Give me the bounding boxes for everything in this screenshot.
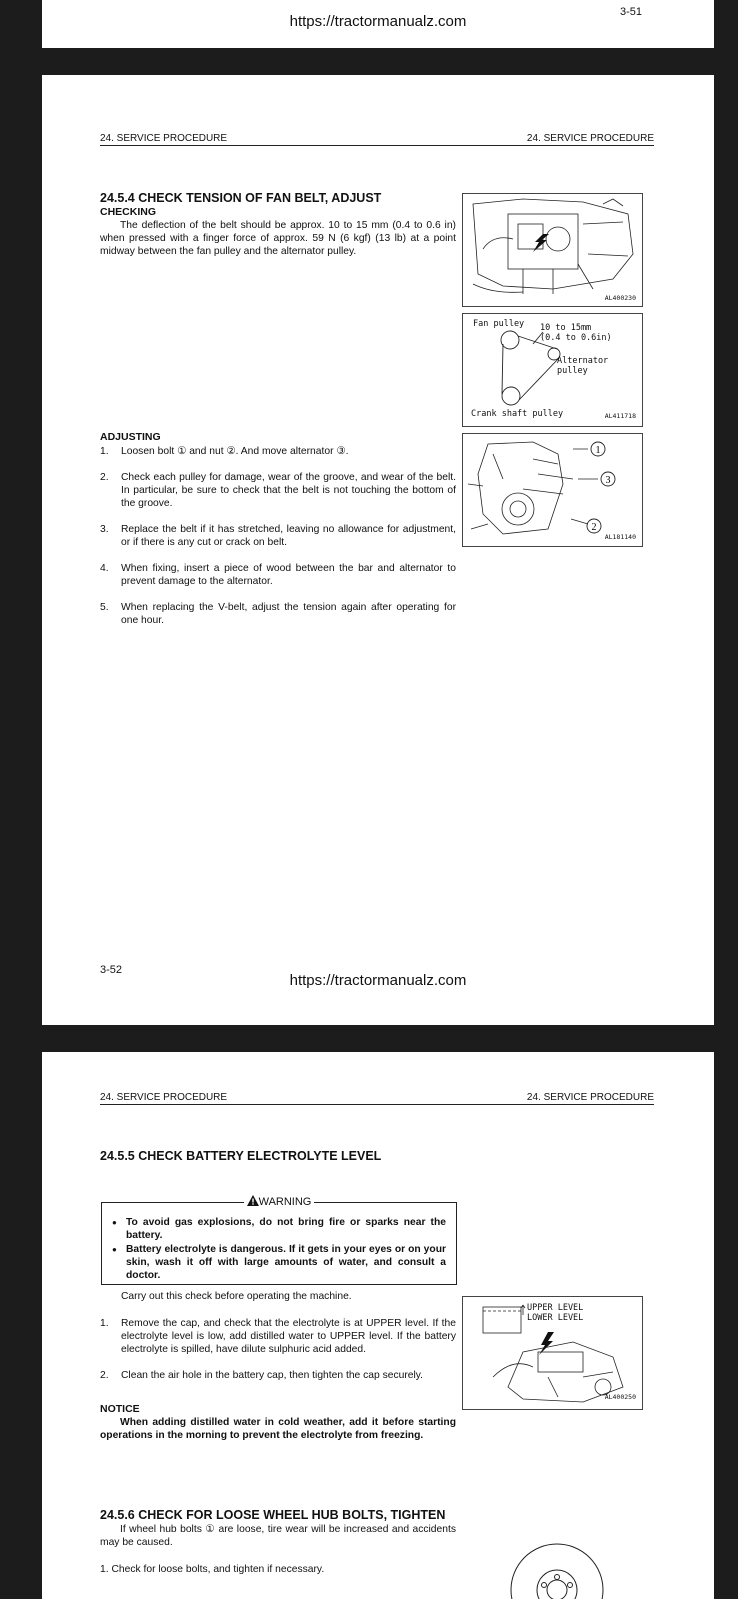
intro-text: Carry out this check before operating the machine. xyxy=(121,1291,352,1302)
figure-belt-diagram xyxy=(462,313,643,427)
label-alternator: Alternator xyxy=(557,356,609,366)
wheel-hub-figure xyxy=(502,1520,612,1599)
section2-step: 1. Check for loose bolts, and tighten if necessary. xyxy=(100,1564,325,1575)
figure-alternator xyxy=(462,433,643,547)
battery-steps xyxy=(100,1317,456,1395)
warning-item: ● To avoid gas explosions, do not bring fire or sparks near the battery. xyxy=(112,1216,446,1242)
list-item: 1. Remove the cap, and check that the electrolyte is at UPPER level. If the electrolyte level is low, add distilled water to UPPER level. If the battery electrolyte is spilled, have dilute sulphuric acid added. xyxy=(100,1318,456,1355)
page-3-51 xyxy=(42,0,714,48)
figure-code: AL400230 xyxy=(604,294,636,302)
running-header xyxy=(100,1092,654,1105)
header-left: 24. SERVICE PROCEDURE xyxy=(100,133,228,144)
figure-code: AL181140 xyxy=(604,533,636,541)
callout-1: 1 xyxy=(595,445,601,456)
warning-title: WARNING xyxy=(102,1195,456,1208)
running-header xyxy=(100,133,654,146)
list-item: 1. Loosen bolt ① and nut ②. And move alternator ③. xyxy=(100,446,349,457)
list-item: 5. When replacing the V-belt, adjust the tension again after operating for one hour. xyxy=(100,602,456,626)
page-3-52 xyxy=(42,75,714,1025)
checking-text: The deflection of the belt should be approx. 10 to 15 mm (0.4 to 0.6 in) when pressed with a finger force of approx. 59 N (6 kgf) (13 lb) at a point midway between the fan pulley and the alternator pulley. xyxy=(100,220,456,257)
header-right: 24. SERVICE PROCEDURE xyxy=(526,133,654,144)
notice-text: When adding distilled water in cold weather, add it before starting operations in the morning to prevent the electrolyte from freezing. xyxy=(100,1417,456,1441)
label-lower-level: LOWER LEVEL xyxy=(527,1313,584,1323)
notice-heading: NOTICE xyxy=(100,1403,140,1415)
page-number: 3-52 xyxy=(100,964,123,976)
section2-title: 24.5.6 CHECK FOR LOOSE WHEEL HUB BOLTS, TIGHTEN xyxy=(100,1508,446,1522)
label-crank-pulley: Crank shaft pulley xyxy=(471,409,564,419)
section-title: 24.5.5 CHECK BATTERY ELECTROLYTE LEVEL xyxy=(100,1149,382,1163)
list-item: 2. Clean the air hole in the battery cap, then tighten the cap securely. xyxy=(100,1370,424,1381)
label-upper-level: UPPER LEVEL xyxy=(527,1303,584,1313)
warning-icon xyxy=(247,1195,259,1206)
header-left: 24. SERVICE PROCEDURE xyxy=(100,1092,228,1103)
checking-heading: CHECKING xyxy=(100,206,157,218)
figure-code: AL400250 xyxy=(604,1393,636,1401)
label-alternator-pulley: pulley xyxy=(557,366,588,376)
list-item: 4. When fixing, insert a piece of wood between the bar and alternator to prevent damage to the alternator. xyxy=(100,563,456,587)
label-deflection-inch: (0.4 to 0.6in) xyxy=(540,333,612,343)
section-title: 24.5.4 CHECK TENSION OF FAN BELT, ADJUST xyxy=(100,191,382,205)
figure-battery xyxy=(462,1296,643,1410)
page-url[interactable]: https://tractormanualz.com xyxy=(289,13,467,30)
figure-engine xyxy=(462,193,643,307)
alternator-drawing xyxy=(463,434,642,546)
adjusting-steps xyxy=(100,445,456,640)
list-item: 3. Replace the belt if it has stretched, leaving no allowance for adjustment, or if there is any cut or crack on belt. xyxy=(100,524,456,548)
adjusting-heading: ADJUSTING xyxy=(100,431,161,443)
header-right: 24. SERVICE PROCEDURE xyxy=(526,1092,654,1103)
callout-3: 3 xyxy=(605,475,611,486)
section2-text: If wheel hub bolts ① are loose, tire wear will be increased and accidents may be caused. xyxy=(100,1524,456,1548)
callout-2: 2 xyxy=(591,522,597,533)
list-item: 2. Check each pulley for damage, wear of the groove, and wear of the belt. In particular, be sure to check that the belt is not touching the bottom of the groove. xyxy=(100,472,456,509)
label-deflection: 10 to 15mm xyxy=(540,323,592,333)
warning-box xyxy=(101,1196,457,1285)
page-url[interactable]: https://tractormanualz.com xyxy=(289,972,467,989)
figure-code: AL411718 xyxy=(604,412,636,420)
label-fan-pulley: Fan pulley xyxy=(473,319,525,329)
engine-drawing xyxy=(463,194,642,306)
page-3-53 xyxy=(42,1052,714,1599)
page-number: 3-51 xyxy=(620,6,643,18)
warning-item: ● Battery electrolyte is dangerous. If it gets in your eyes or on your skin, wash it off with large amounts of water, and consult a doctor. xyxy=(112,1243,446,1282)
